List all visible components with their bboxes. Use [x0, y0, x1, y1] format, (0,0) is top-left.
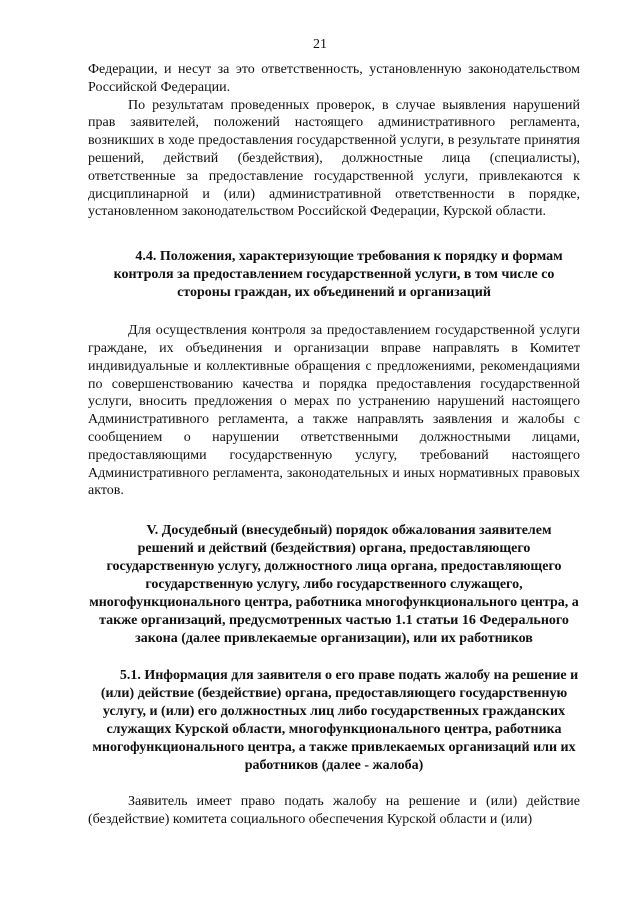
heading-section-4-4: 4.4. Положения, характеризующие требования к порядку и формам контроля за предоставлением государственной услуги, в том числе со стороны граждан, их объединений и организаций — [113, 249, 563, 301]
heading-section-5-1: 5.1. Информация для заявителя о его праве подать жалобу на решение и (или) действие (бездействие) органа, предоставляющего государственную услугу, и (или) его должностных лиц либо государственных гражданских служащих Курской области, многофункционального центра, работника многофункционального центра, а также привлекаемых организаций или их работников (далее - жалоба) — [92, 668, 579, 774]
paragraph-complaint-right: Заявитель имеет право подать жалобу на решение и (или) действие (бездействие) комитета социального обеспечения Курской области и (или) — [88, 794, 580, 827]
page-content — [88, 61, 580, 829]
page-number: 21 — [313, 37, 327, 52]
paragraph-public-control: Для осуществления контроля за предоставлением государственной услуги граждане, их объединения и организации вправе направлять в Комитет индивидуальные и коллективные обращения с предложениями, рекомендациями по совершенствованию качества и порядка предоставления государственной услуги, вносить предложения о мерах по устранению нарушений настоящего Административного регламента, а также направлять заявления и жалобы с сообщением о нарушении ответственными должностными лицами, предоставляющими государственную услугу, требований настоящего Административного регламента, законодательных и иных нормативных правовых актов. — [88, 323, 580, 499]
paragraph-inspection-results: По результатам проведенных проверок, в случае выявления нарушений прав заявителей, положений настоящего административного регламента, возникших в ходе предоставления государственной услуги, в результате принятия решений, действий (бездействия), должностные лица (специалисты), ответственные за предоставление государственной услуги, привлекаются к дисциплинарной и (или) административной ответственности в порядке, установленном законодательством Российской Федерации, Курской области. — [88, 97, 580, 220]
heading-section-5: V. Досудебный (внесудебный) порядок обжалования заявителем решений и действий (бездействия) органа, предоставляющего государственную услугу, должностного лица органа, предоставляющего государственную услугу, либо государственного служащего, многофункционального центра, работника многофункционального центра, а также организаций, предусмотренных частью 1.1 статьи 16 Федерального закона (далее привлекаемые организации), или их работников — [89, 523, 579, 647]
paragraph-liability-continuation: Федерации, и несут за это ответственность, установленную законодательством Российской Федерации. — [88, 62, 580, 95]
